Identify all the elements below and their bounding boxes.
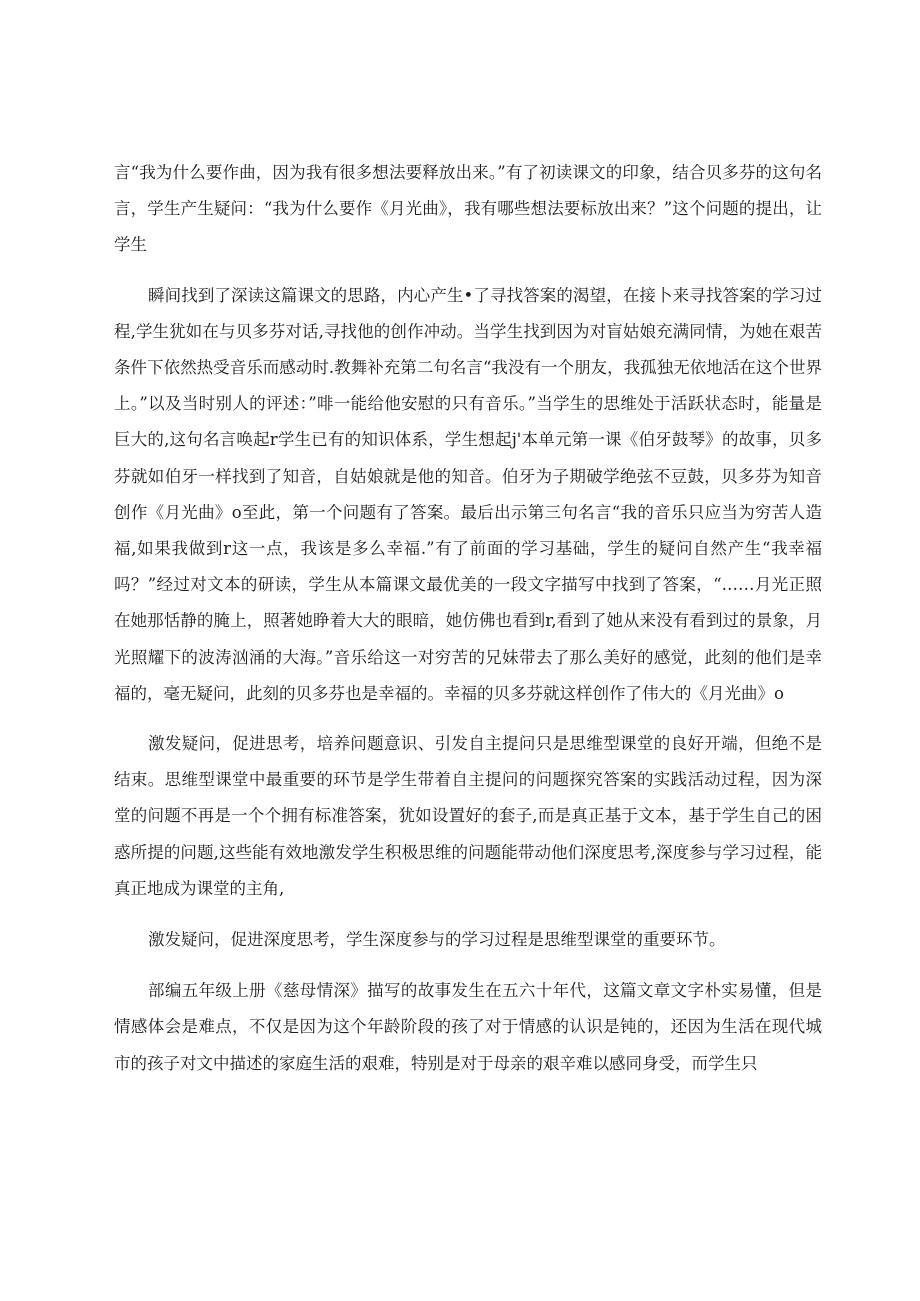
document-page (114, 155, 822, 1082)
paragraph-continuation: 言“我为什么要作曲，因为我有很多想法要释放出来。”有了初读课文的印象，结合贝多芬的这句名言，学生产生疑问：“我为什么要作《月光曲》，我有哪些想法要标放出来？”这个问题的提出，让学生 (114, 163, 822, 255)
paragraph-thinking-classroom: 激发疑问，促进思考，培养问题意识、引发自主提问只是思维型课堂的良好开端，但绝不是结束。思维型课堂中最重要的环节是学生带着自主提问的问题探究答案的实践活动过程，因为深堂的问题不再是一个个拥有标准答案，犹如设置好的套子,而是真正基于文本，基于学生自己的困惑所提的问题,这些能有效地激发学生积极思维的问题能带动他们深度思考,深度参与学习过程，能真正地成为课堂的主角, (114, 734, 822, 898)
paragraph-moonlight-sonata-analysis: 瞬间找到了深读这篇课文的思路，内心产生•了寻找答案的渴望，在接卜来寻找答案的学习过程,学生犹如在与贝多芬对话,寻找他的创作冲动。当学生找到因为对盲姑娘充满同情，为她在艰苦条件下依然热受音乐而感动时.教舞补充第二句名言“我没有一个朋友，我孤独无依地活在这个世界上。”以及当时别人的评述：”啡一能给他安慰的只有音乐。”当学生的思维处于活跃状态时，能量是巨大的,这句名言唤起r学生已有的知识体系，学生想起j'本单元第一课《伯牙鼓琴》的故事，贝多芬就如伯牙一样找到了知音，自姑娘就是他的知音。伯牙为子期破学绝弦不豆鼓，贝多芬为知音创作《月光曲》o至此，第一个问题有了答案。最后出示第三句名言“我的音乐只应当为穷苦人造福,如果我做到r这一点，我该是多么幸福.”有了前面的学习基础，学生的疑问自然产生“我幸福吗？”经过对文本的研读，学生从本篇课文最优美的一段文字描写中找到了答案，“……月光正照在她那恬静的腌上，照著她睁着大大的眼暗，她仿佛也看到r,看到了她从来没有看到过的景象，月光照耀下的波涛汹涌的大海。”音乐给这一对穷苦的兄妹带去了那么美好的感觉，此刻的他们是幸福的，毫无疑问，此刻的贝多芬也是幸福的。幸福的贝多芬就这样创作了伟大的《月光曲》o (114, 285, 822, 703)
paragraph-cimu-qingshen: 部编五年级上册《慈母情深》描写的故事发生在五六十年代，这篇文章文字朴实易懂，但是情感体会是难点，不仅是因为这个年龄阶段的孩了对于情感的认识是钝的，还因为生活在现代城市的孩子对文中描述的家庭生活的艰难，特别是对于母亲的艰辛难以感同身受，而学生只 (114, 981, 822, 1073)
paragraph-summary: 激发疑问，促进深度思考，学生深度参与的学习过程是思维型课堂的重要环节。 (148, 930, 726, 950)
